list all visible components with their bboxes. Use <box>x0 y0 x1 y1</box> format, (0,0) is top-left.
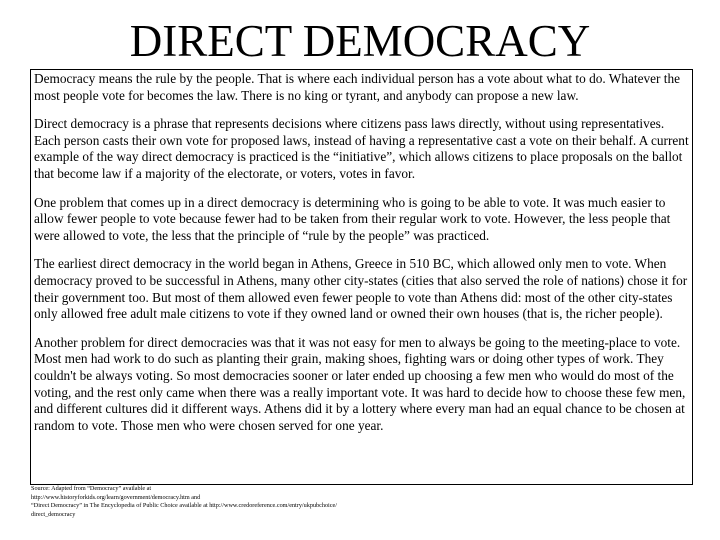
source-line: direct_democracy <box>31 510 76 518</box>
source-line: http://www.historyforkids.org/learn/government/democracy.htm and <box>31 493 201 501</box>
source-citation <box>31 485 691 519</box>
paragraph-voting-problem: One problem that comes up in a direct democracy is determining who is going to be able to vote. It was much easier to allow fewer people to vote because fewer had to be taken from their regular work to vote. However, the less people that were allowed to vote, the less that the principle of “rule by the people” was practiced. <box>34 194 671 243</box>
paragraph-direct-democracy: Direct democracy is a phrase that represents decisions where citizens pass laws directly, without using representatives. Each person casts their own vote for proposed laws, instead of having a representative cast a vote on their behalf. A current example of the way direct democracy is practiced is the “initiative”, which allows citizens to place proposals on the ballot that become law if a majority of the electorate, or voters, votes in favor. <box>34 116 689 181</box>
page-title: DIRECT DEMOCRACY <box>129 16 591 66</box>
paragraph-meeting-problem: Another problem for direct democracies was that it was not easy for men to always be going to the meeting-place to vote. Most men had work to do such as planting their grain, making shoes, fighting wars or doing other types of work. They couldn't be always voting. So most democracies sooner or later ended up choosing a few men who would do most of the voting, and the rest only came when there was a really important vote. It was hard to decide how to choose these few men, and different cultures did it different ways. Athens did it by a lottery where every man had an equal chance to be chosen at random to vote. Those men who were chosen served for one year. <box>34 334 686 433</box>
source-line: “Direct Democracy” in The Encyclopedia of Public Choice available at http://www.credoreference.com/entry/ukpubchoice/ <box>31 502 337 510</box>
paragraph-athens-history: The earliest direct democracy in the world began in Athens, Greece in 510 BC, which allowed only men to vote. When democracy proved to be successful in Athens, many other city-states (cities that also served the role of nations) chose it for their government too. But most of them allowed even fewer people to vote than Athens did: most of the other city-states only allowed free adult male citizens to vote if they owned land or owned their own houses (that is, the richer people). <box>34 256 688 322</box>
paragraph-definition: Democracy means the rule by the people. That is where each individual person has a vote about what to do. Whatever the most people vote for becomes the law. There is no king or tyrant, and anybody can propose a new law. <box>34 71 681 103</box>
source-line: Source: Adapted from “Democracy” available at <box>31 485 152 492</box>
text-box <box>30 69 693 485</box>
